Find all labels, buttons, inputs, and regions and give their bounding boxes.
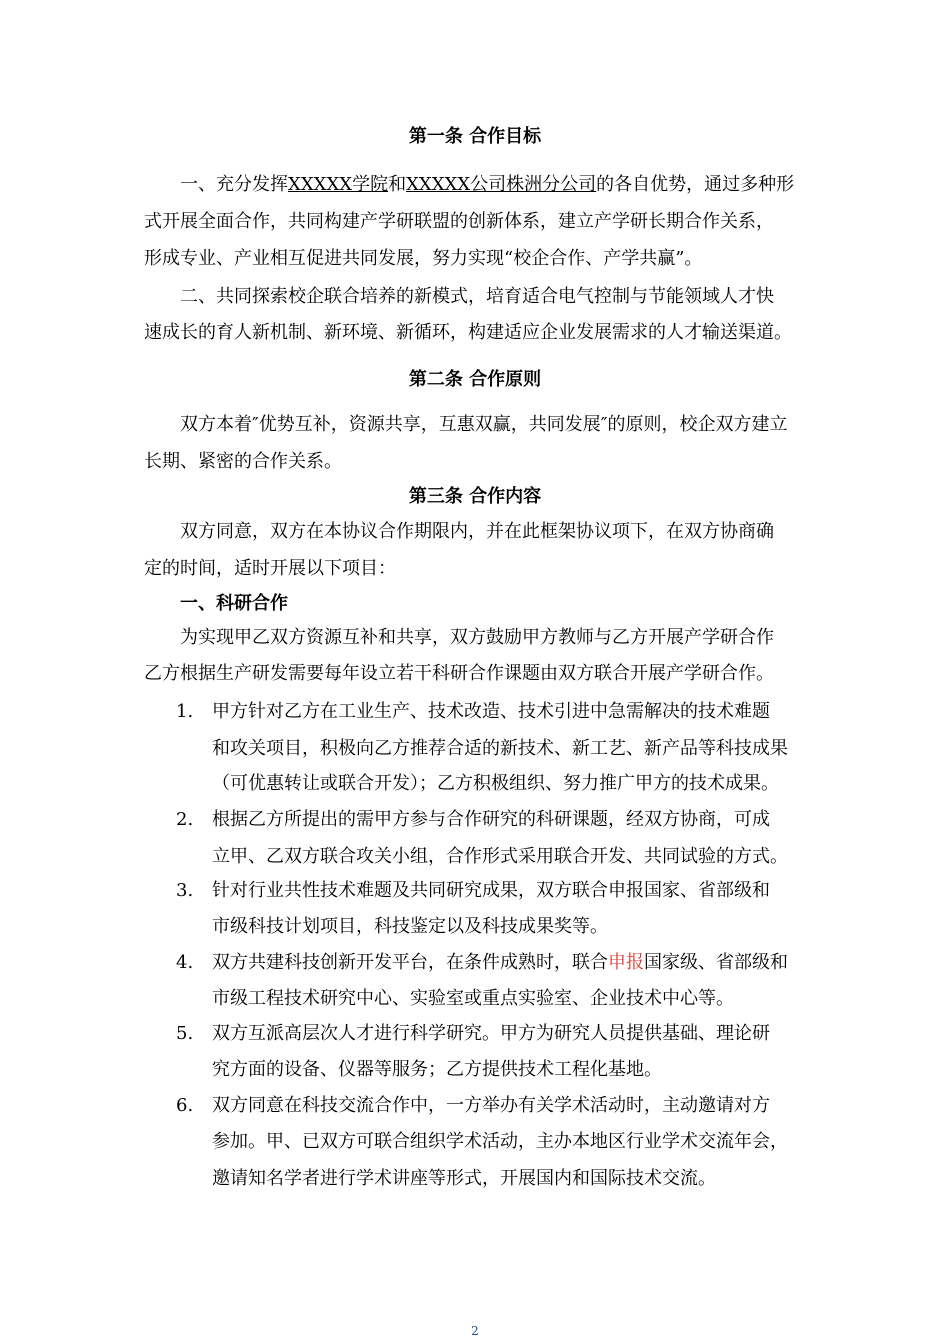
list-item-line: 市级科技计划项目，科技鉴定以及科技成果奖等。 xyxy=(212,916,608,937)
article3-title: 第三条 合作内容 xyxy=(408,486,542,507)
list-item-line: 根据乙方所提出的需甲方参与合作研究的科研课题，经双方协商，可成 xyxy=(212,809,770,830)
list-item-line: 邀请知名学者进行学术讲座等形式，开展国内和国际技术交流。 xyxy=(212,1168,716,1189)
section1-para-line1: 为实现甲乙双方资源互补和共享，双方鼓励甲方教师与乙方开展产学研合作 xyxy=(180,627,774,648)
page-number: 2 xyxy=(471,1324,479,1338)
article2-para-line2: 长期、紧密的合作关系。 xyxy=(144,451,342,472)
list-item-number: 3. xyxy=(176,880,194,901)
list-item-number: 4. xyxy=(176,952,194,973)
list-item-line: 针对行业共性技术难题及共同研究成果，双方联合申报国家、省部级和 xyxy=(212,880,770,901)
list-item-line: 双方同意在科技交流合作中，一方举办有关学术活动时，主动邀请对方 xyxy=(212,1095,770,1116)
article1-para2-line1: 二、共同探索校企联合培养的新模式，培育适合电气控制与节能领域人才快 xyxy=(180,286,774,307)
article1-para1-line2: 式开展全面合作，共同构建产学研联盟的创新体系，建立产学研长期合作关系， xyxy=(144,211,774,232)
highlighted-text: 申报 xyxy=(608,952,644,973)
school-name: XXXXX学院 xyxy=(288,174,389,195)
list-item-line: 双方共建科技创新开发平台，在条件成熟时，联合申报国家级、省部级和 xyxy=(212,952,788,973)
list-item-line: 双方互派高层次人才进行科学研究。甲方为研究人员提供基础、理论研 xyxy=(212,1023,770,1044)
article3-intro-line2: 定的时间，适时开展以下项目： xyxy=(144,558,396,579)
article1-para1-line3: 形成专业、产业相互促进共同发展，努力实现“校企合作、产学共赢”。 xyxy=(144,248,703,269)
list-item-line: 和攻关项目，积极向乙方推荐合适的新技术、新工艺、新产品等科技成果 xyxy=(212,738,788,759)
section1-para-line2: 乙方根据生产研发需要每年设立若干科研合作课题由双方联合开展产学研合作。 xyxy=(144,663,774,684)
list-item-line: （可优惠转让或联合开发）；乙方积极组织、努力推广甲方的技术成果。 xyxy=(212,773,779,794)
list-item-line: 甲方针对乙方在工业生产、技术改造、技术引进中急需解决的技术难题 xyxy=(212,701,770,722)
section1-title: 一、科研合作 xyxy=(180,593,288,614)
list-item-line: 立甲、乙双方联合攻关小组，合作形式采用联合开发、共同试验的方式。 xyxy=(212,846,788,867)
list-item-number: 6. xyxy=(176,1095,194,1116)
article1-title: 第一条 合作目标 xyxy=(408,126,542,147)
article1-para2-line2: 速成长的育人新机制、新环境、新循环，构建适应企业发展需求的人才输送渠道。 xyxy=(144,322,792,343)
company-name: XXXXX公司株洲分公司 xyxy=(406,174,597,195)
list-item-line: 市级工程技术研究中心、实验室或重点实验室、企业技术中心等。 xyxy=(212,988,734,1009)
article3-intro-line1: 双方同意，双方在本协议合作期限内，并在此框架协议项下，在双方协商确 xyxy=(180,521,774,542)
list-item-number: 2. xyxy=(176,809,194,830)
list-item-line: 参加。甲、已双方可联合组织学术活动，主办本地区行业学术交流年会， xyxy=(212,1131,788,1152)
list-item-line: 究方面的设备、仪器等服务；乙方提供技术工程化基地。 xyxy=(212,1059,662,1080)
list-item-number: 1. xyxy=(176,701,194,722)
article2-title: 第二条 合作原则 xyxy=(408,369,542,390)
article2-para-line1: 双方本着″优势互补，资源共享，互惠双赢，共同发展″的原则，校企双方建立 xyxy=(180,414,788,435)
list-item-number: 5. xyxy=(176,1023,194,1044)
article1-para1-line1: 一、充分发挥XXXXX学院和XXXXX公司株洲分公司的各自优势，通过多种形 xyxy=(180,174,795,195)
